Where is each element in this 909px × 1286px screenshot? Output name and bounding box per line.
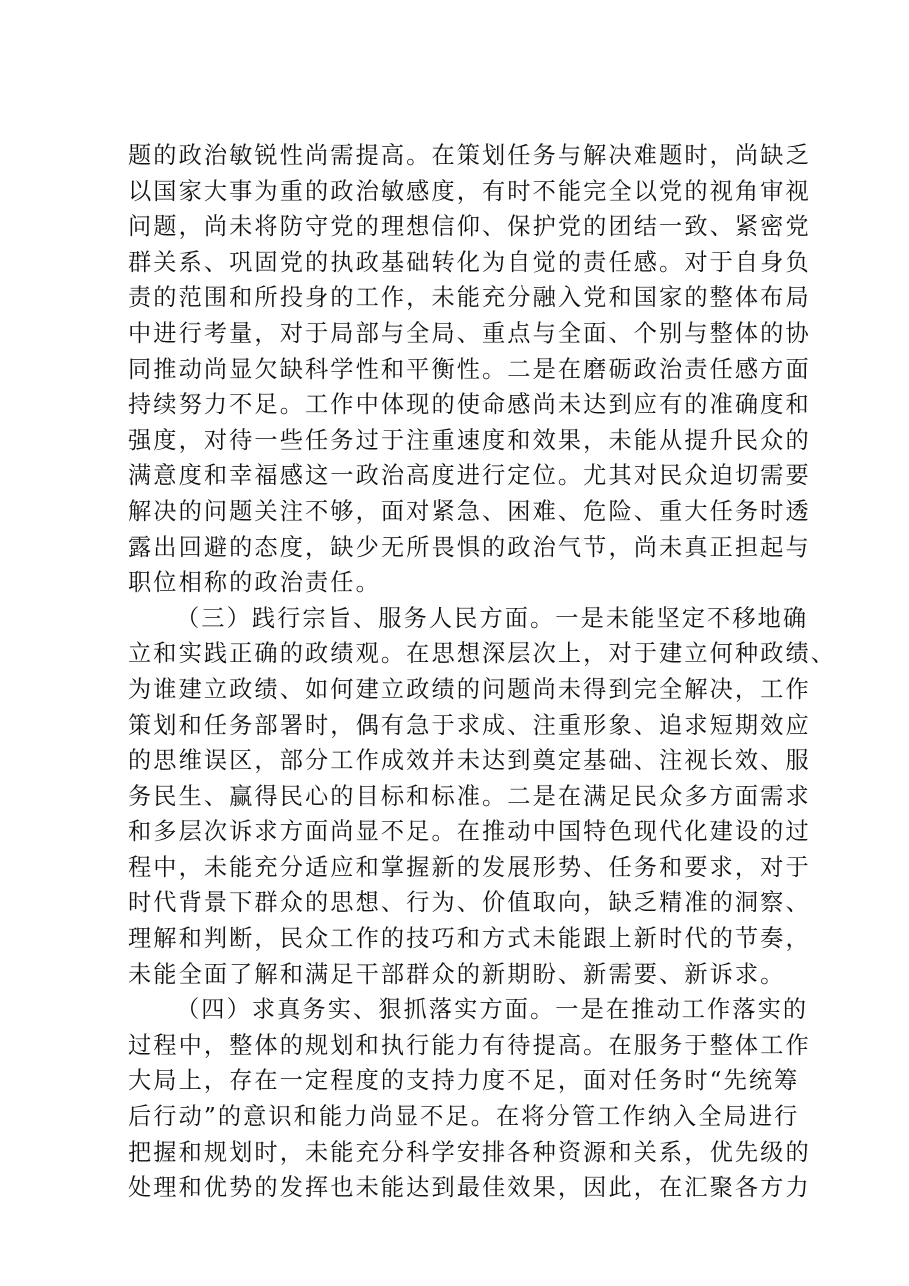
text-line: 满意度和幸福感这一政治高度进行定位。尤其对民众迫切需要 — [128, 462, 811, 490]
text-line: 持续努力不足。工作中体现的使命感尚未达到应有的准确度和 — [128, 391, 811, 419]
text-line: （三）践行宗旨、服务人民方面。一是未能坚定不移地确 — [176, 604, 809, 632]
text-line: 责的范围和所投身的工作，未能充分融入党和国家的整体布局 — [128, 284, 811, 312]
text-line: 把握和规划时，未能充分科学安排各种资源和关系，优先级的 — [128, 1138, 811, 1166]
text-line: 题的政治敏锐性尚需提高。在策划任务与解决难题时，尚缺乏 — [128, 142, 811, 169]
text-line: 和多层次诉求方面尚显不足。在推动中国特色现代化建设的过 — [128, 818, 811, 846]
text-line: 的思维误区，部分工作成效并未达到奠定基础、注视长效、服 — [128, 747, 811, 775]
text-line: 解决的问题关注不够，面对紧急、困难、危险、重大任务时透 — [128, 497, 811, 525]
paragraph-3 — [128, 601, 837, 993]
text-line: 为谁建立政绩、如何建立政绩的问题尚未得到完全解决，工作 — [128, 675, 811, 703]
paragraph-2 — [128, 138, 811, 601]
text-line: 露出回避的态度，缺少无所畏惧的政治气节，尚未真正担起与 — [128, 533, 811, 561]
text-line: 务民生、赢得民心的目标和标准。二是在满足民众多方面需求 — [128, 782, 811, 810]
text-line: 以国家大事为重的政治敏感度，有时不能完全以党的视角审视 — [128, 177, 811, 205]
text-line: 大局上，存在一定程度的支持力度不足，面对任务时“先统筹 — [128, 1067, 800, 1095]
text-line: 过程中，整体的规划和执行能力有待提高。在服务于整体工作 — [128, 1031, 811, 1059]
text-line: 问题，尚未将防守党的理想信仰、保护党的团结一致、紧密党 — [128, 213, 811, 241]
text-line: 策划和任务部署时，偶有急于求成、注重形象、追求短期效应 — [128, 711, 811, 739]
text-line: 未能全面了解和满足干部群众的新期盼、新需要、新诉求。 — [128, 960, 786, 988]
text-line: 中进行考量，对于局部与全局、重点与全面、个别与整体的协 — [128, 319, 811, 347]
text-line: 程中，未能充分适应和掌握新的发展形势、任务和要求，对于 — [128, 853, 811, 881]
text-line: 群关系、巩固党的执政基础转化为自觉的责任感。对于自身负 — [128, 248, 811, 276]
text-line: 强度，对待一些任务过于注重速度和效果，未能从提升民众的 — [128, 426, 811, 454]
document-body — [128, 138, 837, 1206]
text-line: 同推动尚显欠缺科学性和平衡性。二是在磨砺政治责任感方面 — [128, 355, 811, 383]
paragraph-4 — [128, 992, 811, 1206]
text-line: （四）求真务实、狠抓落实方面。一是在推动工作落实的 — [176, 996, 809, 1024]
text-line: 立和实践正确的政绩观。在思想深层次上，对于建立何种政绩、 — [128, 640, 837, 668]
text-line: 理解和判断，民众工作的技巧和方式未能跟上新时代的节奏， — [128, 925, 811, 953]
text-line: 职位相称的政治责任。 — [128, 569, 381, 597]
text-line: 后行动”的意识和能力尚显不足。在将分管工作纳入全局进行 — [128, 1103, 800, 1131]
text-line: 处理和优势的发挥也未能达到最佳效果，因此，在汇聚各方力 — [128, 1174, 811, 1202]
text-line: 时代背景下群众的思想、行为、价值取向，缺乏精准的洞察、 — [128, 889, 811, 917]
